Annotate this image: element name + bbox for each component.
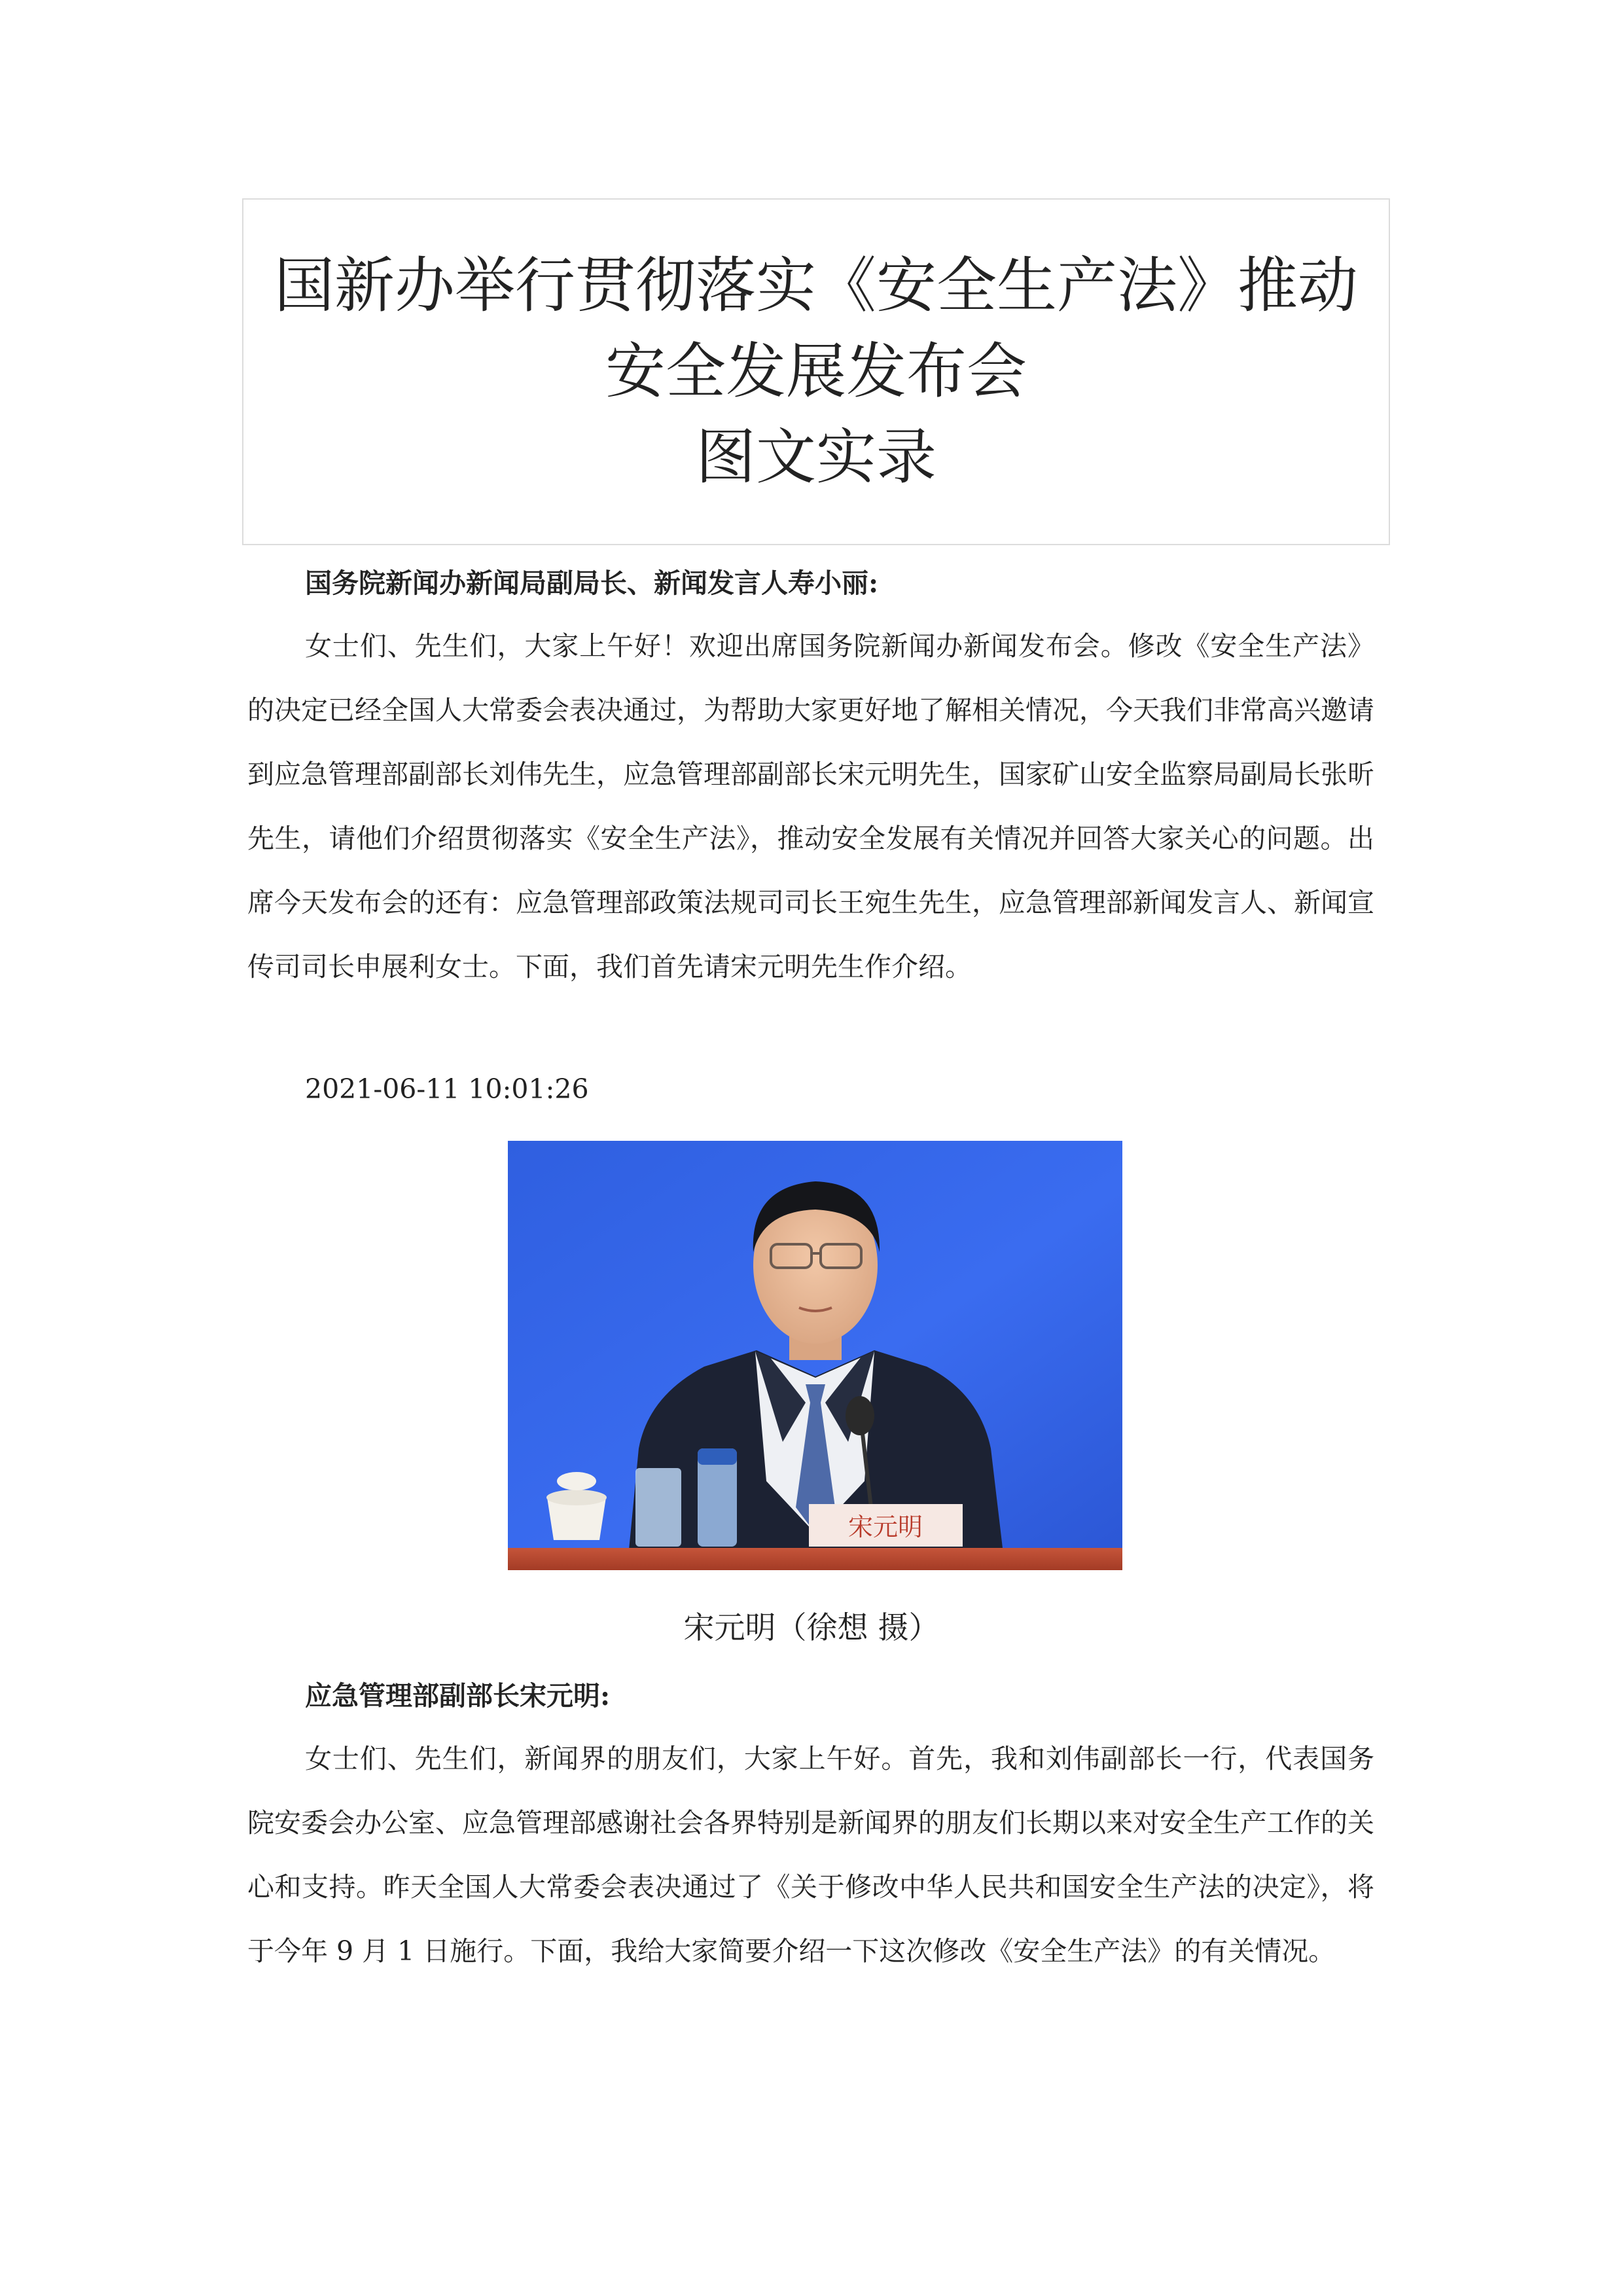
speaker-photo-illustration xyxy=(508,1141,1122,1570)
speaker-label-song: 应急管理部副部长宋元明: xyxy=(305,1680,611,1712)
song-statement-paragraph: 女士们、先生们，新闻界的朋友们，大家上午好。首先，我和刘伟副部长一行，代表国务院安委会办公室、应急管理部感谢社会各界特别是新闻界的朋友们长期以来对安全生产工作的关心和支持。昨天全国人大常委会表决通过了《关于修改中华人民共和国安全生产法的决定》，将于今年 9 月 1 日施行。下面，我给大家简要介绍一下这次修改《安全生产法》的有关情况。 xyxy=(247,1743,1374,1967)
speaker-photo xyxy=(508,1141,1122,1570)
page-title-line-3: 图文实录 xyxy=(695,422,936,492)
timestamp: 2021-06-11 10:01:26 xyxy=(305,1073,589,1105)
page-title-line-2: 安全发展发布会 xyxy=(605,336,1027,406)
host-opening-paragraph: 女士们、先生们，大家上午好！欢迎出席国务院新闻办新闻发布会。修改《安全生产法》的决定已经全国人大常委会表决通过，为帮助大家更好地了解相关情况，今天我们非常高兴邀请到应急管理部副部长刘伟先生，应急管理部副部长宋元明先生，国家矿山安全监察局副局长张昕先生，请他们介绍贯彻落实《安全生产法》，推动安全发展有关情况并回答大家关心的问题。出席今天发布会的还有：应急管理部政策法规司司长王宛生先生，应急管理部新闻发言人、新闻宣传司司长申展利女士。下面，我们首先请宋元明先生作介绍。 xyxy=(247,630,1374,982)
speaker-label-host: 国务院新闻办新闻局副局长、新闻发言人寿小丽: xyxy=(305,567,879,599)
page-title-line-1: 国新办举行贯彻落实《安全生产法》推动 xyxy=(274,251,1358,321)
title-box xyxy=(242,198,1390,545)
photo-caption: 宋元明（徐想 摄） xyxy=(683,1610,940,1646)
nameplate-text: 宋元明 xyxy=(847,1513,923,1541)
